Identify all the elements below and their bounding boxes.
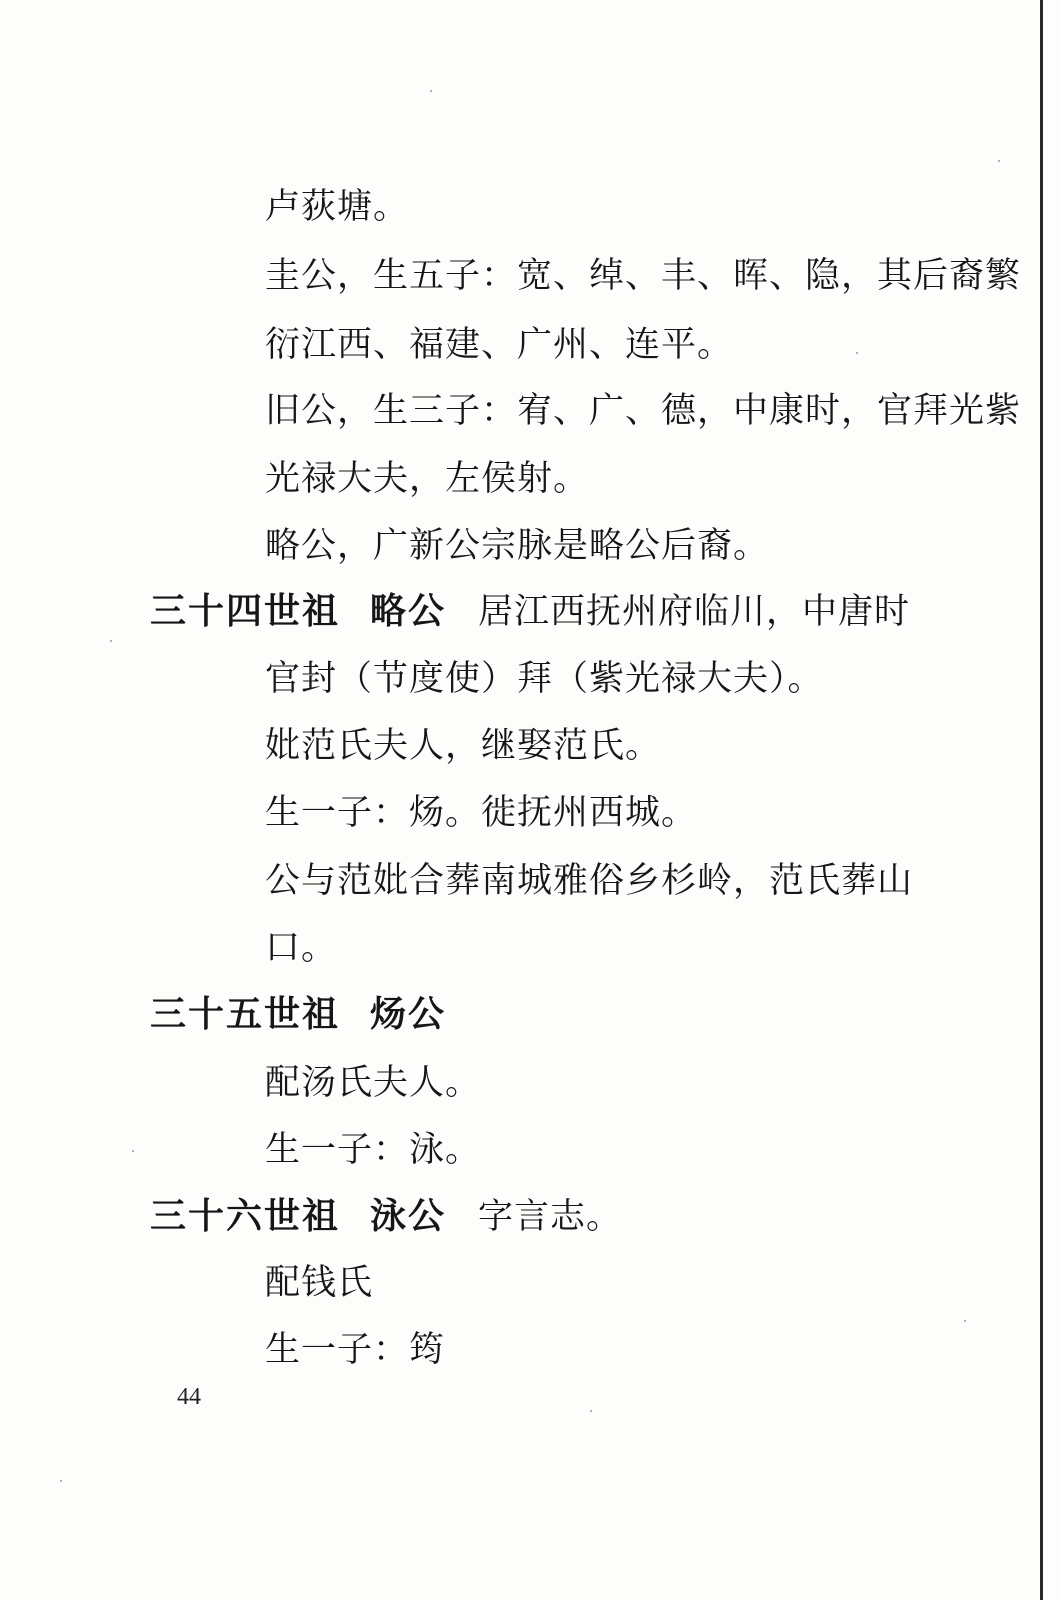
scan-speck	[856, 352, 858, 354]
genealogy-entry-heading	[150, 1196, 622, 1238]
entry-detail-line: 妣范氏夫人，继娶范氏。	[265, 726, 662, 766]
ancestor-name: 泳公	[370, 1196, 447, 1237]
scan-speck	[60, 1480, 62, 1482]
entry-detail-line: 公与范妣合葬南城雅俗乡杉岭，范氏葬山	[265, 861, 914, 901]
entry-detail-line: 口。	[265, 928, 338, 968]
genealogy-entry-heading	[150, 591, 910, 633]
text-line: 略公，广新公宗脉是略公后裔。	[265, 526, 770, 566]
genealogy-entry-heading	[150, 994, 446, 1036]
generation-label: 三十四世祖	[150, 591, 341, 632]
text-line: 圭公，生五子：宽、绰、丰、晖、隐，其后裔繁	[265, 256, 1022, 296]
ancestor-name: 炀公	[370, 994, 447, 1035]
scan-speck	[430, 90, 432, 92]
text-line: 卢荻塘。	[265, 187, 410, 227]
page-edge-line	[1040, 0, 1043, 1600]
entry-detail-line: 生一子：炀。徙抚州西城。	[265, 793, 698, 833]
entry-description: 字言志。	[478, 1197, 623, 1237]
ancestor-name: 略公	[370, 591, 447, 632]
entry-detail-line: 配钱氏	[265, 1263, 374, 1303]
entry-detail-line: 配汤氏夫人。	[265, 1063, 482, 1103]
scan-speck	[590, 1410, 592, 1412]
entry-detail-line: 生一子：筠	[265, 1330, 446, 1370]
text-line: 光禄大夫，左侯射。	[265, 459, 590, 499]
text-line: 旧公，生三子：宥、广、德，中康时，官拜光紫	[265, 391, 1022, 431]
entry-detail-line: 生一子：泳。	[265, 1130, 482, 1170]
generation-label: 三十五世祖	[150, 994, 341, 1035]
scan-speck	[132, 1150, 134, 1152]
entry-detail-line: 官封（节度使）拜（紫光禄大夫）。	[265, 659, 824, 699]
entry-description: 居江西抚州府临川，中唐时	[478, 592, 911, 632]
generation-label: 三十六世祖	[150, 1196, 341, 1237]
page-number: 44	[177, 1384, 201, 1410]
scan-speck	[964, 1320, 966, 1322]
text-line: 衍江西、福建、广州、连平。	[265, 325, 734, 365]
scan-speck	[998, 160, 1000, 162]
scan-speck	[110, 640, 112, 642]
